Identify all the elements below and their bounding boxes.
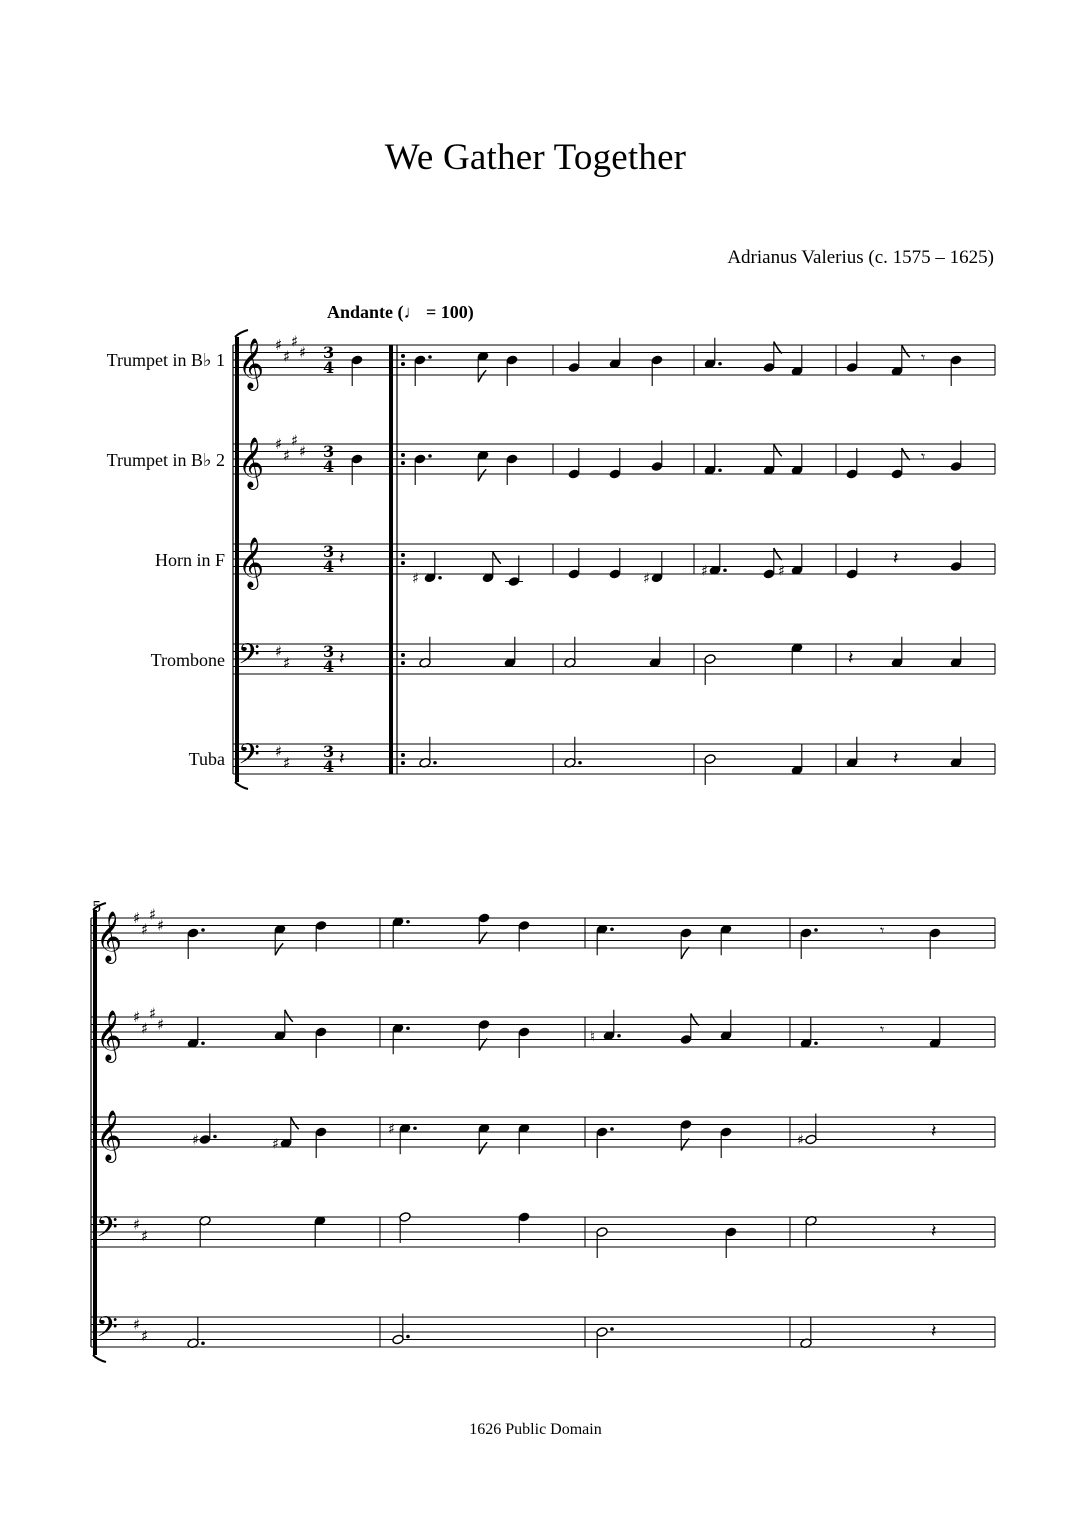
quarter-rest-icon: 𝄽 [893, 548, 899, 569]
repeat-dot [401, 362, 405, 366]
note-flag [285, 1010, 293, 1022]
note-dot [428, 355, 432, 359]
eighth-rest-icon: 𝄾 [880, 1020, 885, 1039]
sharp-icon: ♯ [299, 442, 307, 461]
tempo-value: = 100) [421, 302, 474, 322]
note-dot [617, 1034, 621, 1038]
quarter-rest-icon: 𝄽 [339, 748, 345, 769]
note-flag [902, 448, 910, 460]
note-dot [814, 1041, 818, 1045]
sharp-icon: ♯ [141, 1019, 149, 1038]
repeat-dot [401, 453, 405, 457]
treble-clef-icon: 𝄞 [96, 1010, 123, 1061]
note-dot [406, 1026, 410, 1030]
sharp-icon: ♯ [283, 653, 291, 672]
natural-accidental-icon: ♮ [590, 1028, 596, 1045]
note-dot [201, 928, 205, 932]
note-dot [610, 1327, 614, 1331]
note-dot [213, 1135, 217, 1139]
sharp-icon: ♯ [275, 336, 283, 354]
sharp-accidental-icon: ♯ [388, 1121, 395, 1138]
time-sig-top: 3 [323, 343, 335, 362]
sharp-icon: ♯ [141, 920, 149, 939]
instrument-label-horn: Horn in F [154, 550, 225, 570]
sharp-accidental-icon: ♯ [701, 563, 708, 580]
quarter-note-icon: ♩ [403, 302, 422, 322]
score-title: We Gather Together [384, 137, 687, 178]
note-dot [413, 1126, 417, 1130]
sharp-icon: ♯ [275, 742, 283, 761]
note-flag [493, 552, 501, 564]
note-dot [718, 362, 722, 366]
note-dot [610, 927, 614, 931]
staff-trumpet-2-lines [233, 444, 995, 474]
repeat-dot [401, 354, 405, 358]
sharp-icon: ♯ [275, 642, 283, 661]
quarter-rest-icon: 𝄽 [931, 1321, 937, 1342]
sharp-icon: ♯ [283, 753, 291, 772]
quarter-rest-icon: 𝄽 [339, 548, 345, 569]
repeat-dot [401, 553, 405, 557]
instrument-label-trumpet-2: Trumpet in B♭ 2 [106, 450, 225, 470]
sharp-accidental-icon: ♯ [643, 570, 650, 587]
sharp-icon: ♯ [291, 332, 299, 351]
instrument-label-tuba: Tuba [188, 749, 225, 769]
note-flag [681, 947, 689, 959]
time-sig-bottom: 4 [323, 457, 335, 476]
note-dot [578, 761, 582, 765]
sharp-icon: ♯ [141, 1326, 149, 1345]
staff-tuba-lines [233, 744, 995, 774]
note-flag [691, 1014, 699, 1026]
treble-clef-icon: 𝄞 [238, 338, 265, 389]
sharp-accidental-icon: ♯ [778, 563, 785, 580]
sharp-icon: ♯ [149, 1004, 157, 1023]
quarter-rest-icon: 𝄽 [339, 648, 345, 669]
sharp-icon: ♯ [275, 435, 283, 453]
note-flag [774, 342, 782, 354]
instrument-label-trumpet-1: Trumpet in B♭ 1 [106, 350, 225, 370]
sharp-icon: ♯ [133, 1215, 141, 1234]
staff-trombone-lines [233, 644, 995, 674]
time-sig-bottom: 4 [323, 358, 335, 377]
note-dot [406, 1335, 410, 1339]
sharp-icon: ♯ [133, 1008, 141, 1026]
note-flag [478, 370, 486, 382]
repeat-dot [401, 661, 405, 665]
bass-clef-icon: 𝄢 [238, 738, 260, 778]
sharp-accidental-icon: ♯ [412, 570, 419, 587]
note-flag [478, 469, 486, 481]
instrument-label-trombone: Trombone [150, 650, 225, 670]
staff-2-trumpet-1-lines [91, 918, 995, 948]
sharp-icon: ♯ [141, 1226, 149, 1245]
bass-clef-icon: 𝄢 [96, 1311, 118, 1351]
note-dot [201, 1041, 205, 1045]
time-sig-top: 3 [323, 442, 335, 461]
eighth-rest-icon: 𝄾 [921, 447, 926, 466]
composer-credit: Adrianus Valerius (c. 1575 – 1625) [727, 247, 994, 268]
note-dot [438, 576, 442, 580]
note-dot [406, 920, 410, 924]
sharp-icon: ♯ [283, 446, 291, 465]
staff-2-tuba-lines [91, 1317, 995, 1347]
treble-clef-icon: 𝄞 [96, 911, 123, 962]
note-flag [291, 1117, 299, 1129]
repeat-dot [401, 561, 405, 565]
sharp-icon: ♯ [149, 905, 157, 924]
note-flag [681, 1139, 689, 1151]
treble-clef-icon: 𝄞 [96, 1110, 123, 1161]
note-dot [433, 761, 437, 765]
sharp-icon: ♯ [299, 343, 307, 362]
note-dot [723, 568, 727, 572]
sharp-icon: ♯ [291, 431, 299, 450]
note-flag [774, 548, 782, 560]
note-flag [902, 345, 910, 357]
time-sig-bottom: 4 [323, 557, 335, 576]
note-flag [479, 932, 487, 944]
note-flag [479, 1142, 487, 1154]
note-flag [774, 444, 782, 456]
sharp-accidental-icon: ♯ [192, 1132, 199, 1149]
quarter-rest-icon: 𝄽 [931, 1221, 937, 1242]
treble-clef-icon: 𝄞 [238, 537, 265, 588]
time-sig-bottom: 4 [323, 757, 335, 776]
bass-clef-icon: 𝄢 [238, 638, 260, 678]
eighth-rest-icon: 𝄾 [921, 348, 926, 367]
measure-number-5: 5 [92, 898, 102, 916]
note-flag [479, 1039, 487, 1051]
notation-glyphs [96, 332, 962, 1358]
treble-clef-icon: 𝄞 [238, 437, 265, 488]
sharp-accidental-icon: ♯ [797, 1132, 804, 1149]
system-1 [233, 330, 995, 789]
note-dot [814, 928, 818, 932]
staff-2-horn-lines [91, 1117, 995, 1147]
staff-2-trumpet-2-lines [91, 1017, 995, 1047]
quarter-rest-icon: 𝄽 [931, 1121, 937, 1142]
quarter-rest-icon: 𝄽 [848, 648, 854, 669]
sharp-icon: ♯ [157, 1015, 165, 1034]
note-flag [275, 943, 283, 955]
sharp-icon: ♯ [283, 347, 291, 366]
time-sig-bottom: 4 [323, 657, 335, 676]
time-sig-top: 3 [323, 642, 335, 661]
staff-2-trombone-lines [91, 1217, 995, 1247]
time-sig-top: 3 [323, 742, 335, 761]
sharp-icon: ♯ [133, 909, 141, 927]
sharp-icon: ♯ [157, 916, 165, 935]
eighth-rest-icon: 𝄾 [880, 921, 885, 940]
sharp-icon: ♯ [133, 1315, 141, 1334]
system-2 [91, 903, 995, 1362]
footer-copyright: 1626 Public Domain [469, 1421, 602, 1438]
sharp-accidental-icon: ♯ [272, 1136, 279, 1153]
bass-clef-icon: 𝄢 [96, 1211, 118, 1251]
note-dot [718, 468, 722, 472]
tempo-label: Andante ( [327, 302, 404, 322]
repeat-dot [401, 761, 405, 765]
quarter-rest-icon: 𝄽 [893, 748, 899, 769]
note-dot [610, 1127, 614, 1131]
time-sig-top: 3 [323, 542, 335, 561]
repeat-dot [401, 461, 405, 465]
repeat-dot [401, 653, 405, 657]
note-dot [428, 454, 432, 458]
note-dot [201, 1341, 205, 1345]
staff-horn-lines [233, 544, 995, 574]
repeat-dot [401, 753, 405, 757]
